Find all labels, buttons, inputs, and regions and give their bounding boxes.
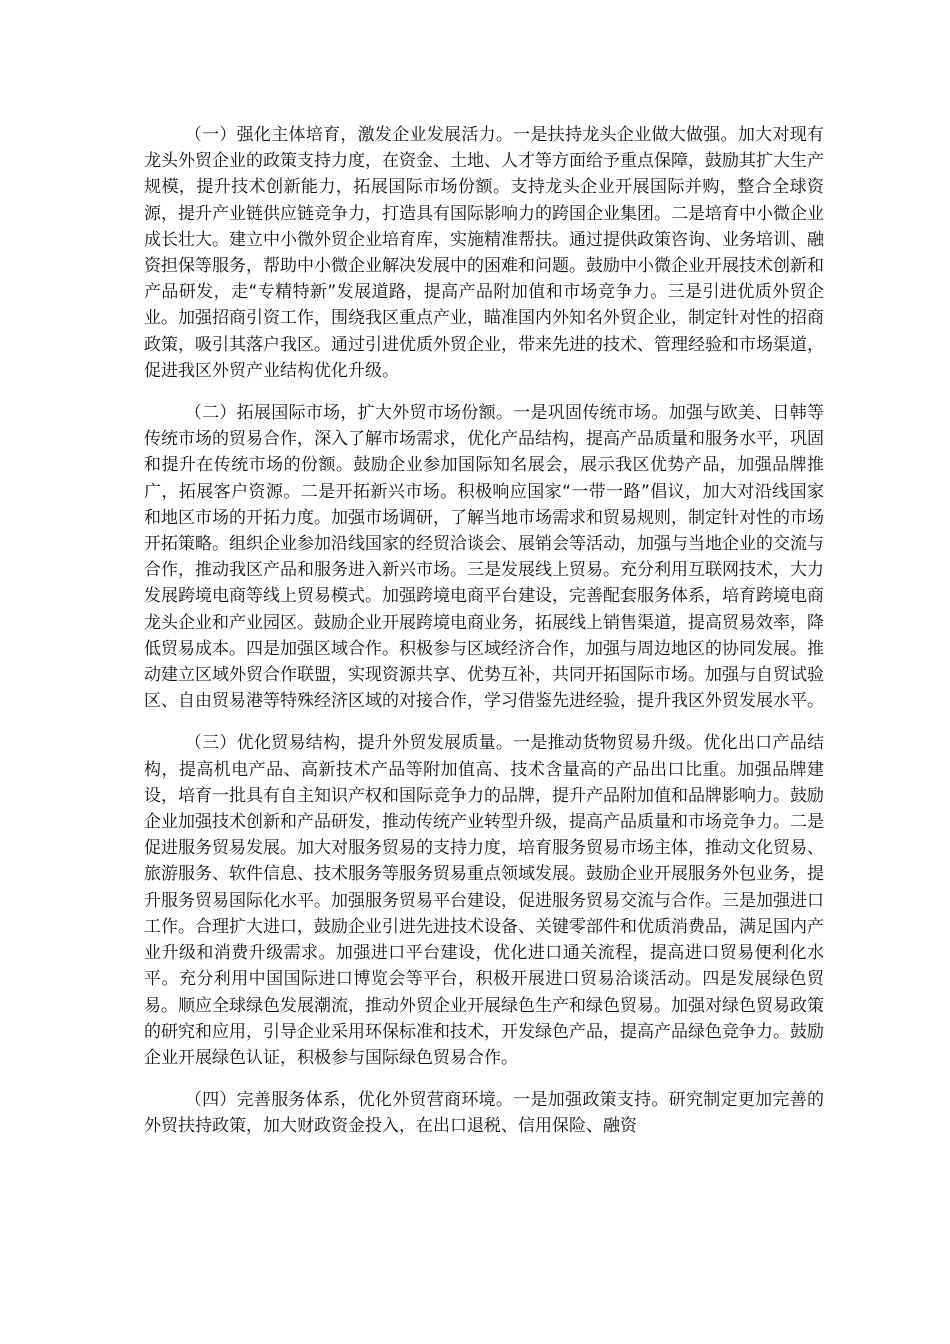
paragraph-2-international-market: （二）拓展国际市场，扩大外贸市场份额。一是巩固传统市场。加强与欧美、日韩等传统市场的贸易合作，深入了解市场需求，优化产品结构，提高产品质量和服务水平，巩固和提升在传统市场的份额。鼓励企业参加国际知名展会，展示我区优势产品，加强品牌推广，拓展客户资源。二是开拓新兴市场。积极响应国家“一带一路”倡议，加大对沿线国家和地区市场的开拓力度。加强市场调研，了解当地市场需求和贸易规则，制定针对性的市场开拓策略。组织企业参加沿线国家的经贸洽谈会、展销会等活动，加强与当地企业的交流与合作，推动我区产品和服务进入新兴市场。三是发展线上贸易。充分利用互联网技术，大力发展跨境电商等线上贸易模式。加强跨境电商平台建设，完善配套服务体系，培育跨境电商龙头企业和产业园区。鼓励企业开展跨境电商业务，拓展线上销售渠道，提高贸易效率，降低贸易成本。四是加强区域合作。积极参与区域经济合作，加强与周边地区的协同发展。推动建立区域外贸合作联盟，实现资源共享、优势互补，共同开拓国际市场。加强与自贸试验区、自由贸易港等特殊经济区域的对接合作，学习借鉴先进经验，提升我区外贸发展水平。	[144, 403, 824, 712]
document-body	[144, 122, 824, 1140]
paragraph-1-main-body-cultivation: （一）强化主体培育，激发企业发展活力。一是扶持龙头企业做大做强。加大对现有龙头外贸企业的政策支持力度，在资金、土地、人才等方面给予重点保障，鼓励其扩大生产规模，提升技术创新能力，拓展国际市场份额。支持龙头企业开展国际并购，整合全球资源，提升产业链供应链竞争力，打造具有国际影响力的跨国企业集团。二是培育中小微企业成长壮大。建立中小微外贸企业培育库，实施精准帮扶。通过提供政策咨询、业务培训、融资担保等服务，帮助中小微企业解决发展中的困难和问题。鼓励中小微企业开展技术创新和产品研发，走“专精特新”发展道路，提高产品附加值和市场竞争力。三是引进优质外贸企业。加强招商引资工作，围绕我区重点产业，瞄准国内外知名外贸企业，制定针对性的招商政策，吸引其落户我区。通过引进优质外贸企业，带来先进的技术、管理经验和市场渠道，促进我区外贸产业结构优化升级。	[144, 125, 824, 381]
paragraph-3-trade-structure: （三）优化贸易结构，提升外贸发展质量。一是推动货物贸易升级。优化出口产品结构，提高机电产品、高新技术产品等附加值高、技术含量高的产品出口比重。加强品牌建设，培育一批具有自主知识产权和国际竞争力的品牌，提升产品附加值和品牌影响力。鼓励企业加强技术创新和产品研发，推动传统产业转型升级，提高产品质量和市场竞争力。二是促进服务贸易发展。加大对服务贸易的支持力度，培育服务贸易市场主体，推动文化贸易、旅游服务、软件信息、技术服务等服务贸易重点领域发展。鼓励企业开展服务外包业务，提升服务贸易国际化水平。加强服务贸易平台建设，促进服务贸易交流与合作。三是加强进口工作。合理扩大进口，鼓励企业引进先进技术设备、关键零部件和优质消费品，满足国内产业升级和消费升级需求。加强进口平台建设，优化进口通关流程，提高进口贸易便利化水平。充分利用中国国际进口博览会等平台，积极开展进口贸易洽谈活动。四是发展绿色贸易。顺应全球绿色发展潮流，推动外贸企业开展绿色生产和绿色贸易。加强对绿色贸易政策的研究和应用，引导企业采用环保标准和技术，开发绿色产品，提高产品绿色竞争力。鼓励企业开展绿色认证，积极参与国际绿色贸易合作。	[144, 733, 824, 1068]
paragraph-4-service-system: （四）完善服务体系，优化外贸营商环境。一是加强政策支持。研究制定更加完善的外贸扶持政策，加大财政资金投入，在出口退税、信用保险、融资	[144, 1090, 824, 1137]
